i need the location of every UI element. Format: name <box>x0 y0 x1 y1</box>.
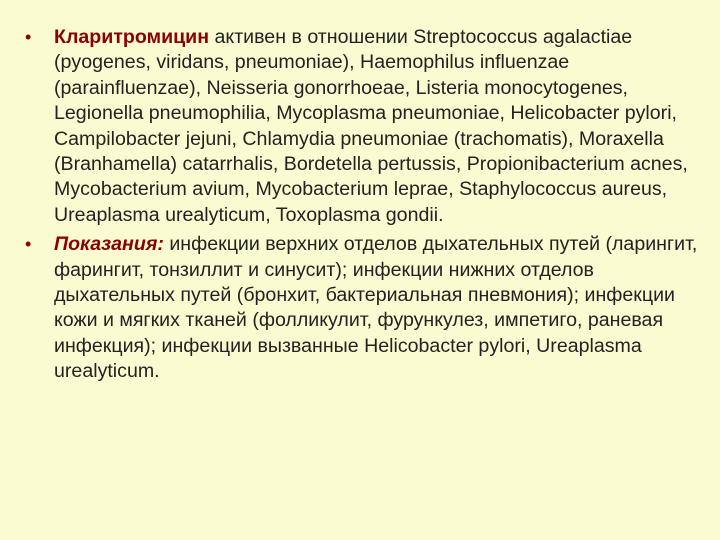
bullet-clarithromycin-activity <box>22 25 702 228</box>
bullet-indications <box>22 232 702 384</box>
bullet-list <box>22 25 702 389</box>
indications-text: инфекции верхних отделов дыхательных путей (ларингит, фарингит, тонзиллит и синусит); инфекции нижних отделов дыхательных путей (бронхит, бактериальная пневмония); инфекции кожи и мягких тканей (фолликулит, фурункулез, импетиго, раневая инфекция); инфекции вызванные Helicobacter pylori, Ureaplasma urealyticum. <box>54 233 698 383</box>
activity-text: активен в отношении Streptococcus agalactiae (pyogenes, viridans, pneumoniae), Haemophilus influenzae (parainfluenzae), Neisseria gonorrhoeae, Listeria monocytogenes, Legionella pneumophilia, Mycoplasma pneumoniae, Helicobacter pylori, Campilobacter jejuni, Chlamydia pneumoniae (trachomatis), Moraxella (Branhamella) catarrhalis, Bordetella pertussis, Propionibacterium acnes, Mycobacterium avium, Mycobacterium leprae, Staphylococcus aureus, Ureaplasma urealyticum, Toxoplasma gondii. <box>54 26 688 226</box>
drug-name-heading: Кларитромицин <box>54 26 210 48</box>
bullet-marker: • <box>25 234 32 255</box>
indications-heading: Показания: <box>54 233 164 256</box>
bullet-marker: • <box>25 27 32 47</box>
